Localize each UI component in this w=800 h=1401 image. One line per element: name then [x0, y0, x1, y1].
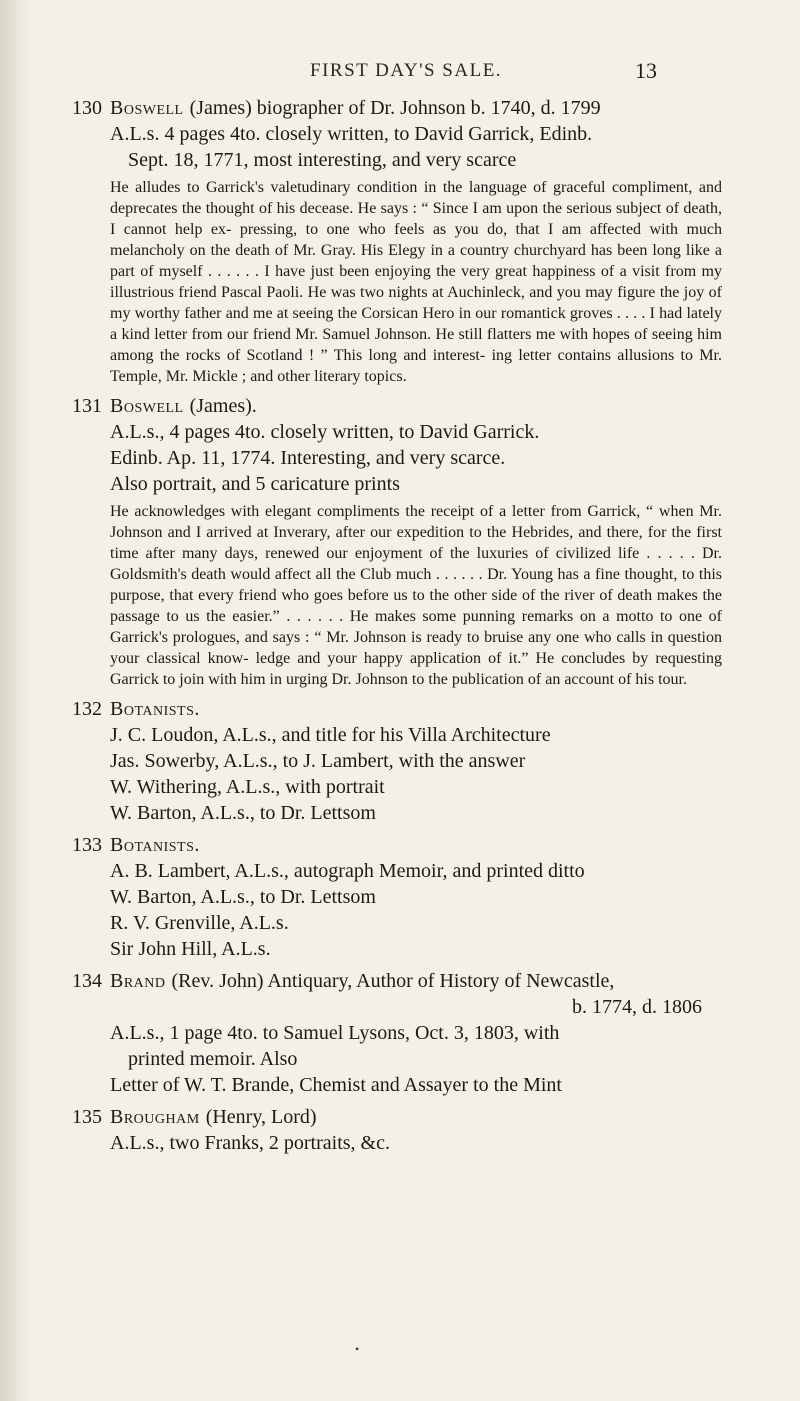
page-header [0, 60, 800, 94]
lot-line: b. 1774, d. 1806 [572, 996, 702, 1018]
lot-line: A. B. Lambert, A.L.s., autograph Memoir, and printed ditto [110, 860, 585, 882]
lot-line: Sir John Hill, A.L.s. [110, 938, 271, 960]
lot-entry [72, 696, 722, 826]
lot-line: W. Barton, A.L.s., to Dr. Lettsom [110, 802, 376, 824]
lot-author: Boswell [110, 395, 184, 417]
lot-line: Also portrait, and 5 caricature prints [110, 473, 400, 495]
lot-line: A.L.s., 4 pages 4to. closely written, to David Garrick. [110, 421, 540, 443]
lot-line: Edinb. Ap. 11, 1774. Interesting, and very scarce. [110, 447, 506, 469]
lot-line: (Rev. John) Antiquary, Author of History of Newcastle, [171, 970, 615, 992]
lot-line: Jas. Sowerby, A.L.s., to J. Lambert, with the answer [110, 750, 526, 772]
lot-heading [72, 1104, 722, 1130]
lot-line: A.L.s., two Franks, 2 portraits, &c. [110, 1132, 390, 1154]
lot-entry [72, 393, 722, 690]
lot-note: He alludes to Garrick's valetudinary condition in the language of graceful compliment, and deprecates the thought of his decease. He says : “ Since I am upon the serious subject of death, I cannot help ex- pressing, to one who feels as you do, that I am affected with much melancholy on the death of Mr. Gray. His Elegy in a country churchyard has been long like a part of myself . . . . . . I have just been enjoying the very great happiness of a visit from my illustrious friend Pascal Paoli. He was two nights at Auchinleck, and you may figure the joy of my worthy father and me at seeing the Corsican Hero in our romantick groves . . . . I had lately a kind letter from our friend Mr. Samuel Johnson. He still flatters me with hopes of seeing him among the rocks of Scotland ! ” This long and interest- ing letter contains allusions to Mr. Temple, Mr. Mickle ; and other literary topics. [110, 179, 722, 385]
lot-number: 134 [72, 970, 102, 992]
lot-entry [72, 1104, 722, 1156]
lot-line: W. Barton, A.L.s., to Dr. Lettsom [110, 886, 376, 908]
lot-number: 132 [72, 698, 102, 720]
lot-entry [72, 968, 722, 1098]
page-number: 13 [635, 58, 657, 83]
lot-number: 133 [72, 834, 102, 856]
lot-author: Botanists. [110, 698, 200, 720]
lot-line: Letter of W. T. Brande, Chemist and Assayer to the Mint [110, 1074, 562, 1096]
lot-author: Brand [110, 970, 166, 992]
lot-number: 131 [72, 395, 102, 417]
lot-heading [72, 832, 722, 858]
lot-entry [72, 95, 722, 387]
lot-line: printed memoir. Also [128, 1048, 298, 1070]
running-head: FIRST DAY'S SALE. [310, 60, 503, 81]
lot-author: Brougham [110, 1106, 200, 1128]
lot-line: A.L.s. 4 pages 4to. closely written, to David Garrick, Edinb. [110, 123, 593, 145]
lot-line: Sept. 18, 1771, most interesting, and very scarce [128, 149, 517, 171]
page-gutter-shadow [0, 0, 34, 1401]
lot-heading [72, 696, 722, 722]
lot-line: J. C. Loudon, A.L.s., and title for his Villa Architecture [110, 724, 551, 746]
lot-entry [72, 832, 722, 962]
lot-number: 135 [72, 1106, 102, 1128]
lot-note: He acknowledges with elegant compliments the receipt of a letter from Garrick, “ when Mr. Johnson and I arrived at Inverary, after our expedition to the Hebrides, and there, for the first time after many days, renewed our enjoyment of the luxuries of civilized life . . . . . Dr. Goldsmith's death would affect all the Club much . . . . . . Dr. Young has a fine thought, to this purpose, that every friend who goes before us to the other side of the river of death makes the passage to us the easier.” . . . . . . He makes some punning remarks on a motto to one of Garrick's prologues, and says : “ Mr. Johnson is ready to bruise any one who calls in question your classical know- ledge and your happy application of it.” He concludes by requesting Garrick to join with him in urging Dr. Johnson to the publication of an account of his tour. [110, 503, 722, 688]
lot-line: (James). [189, 395, 257, 417]
lot-number: 130 [72, 97, 102, 119]
lot-line: (Henry, Lord) [205, 1106, 317, 1128]
lot-line: (James) biographer of Dr. Johnson b. 1740, d. 1799 [189, 97, 601, 119]
lot-heading [72, 95, 722, 121]
lot-author: Boswell [110, 97, 184, 119]
lot-line: A.L.s., 1 page 4to. to Samuel Lysons, Oct. 3, 1803, with [110, 1022, 560, 1044]
lot-list [72, 95, 722, 1162]
footer-mark: • [355, 1342, 360, 1356]
lot-heading [72, 968, 722, 994]
lot-line: W. Withering, A.L.s., with portrait [110, 776, 385, 798]
lot-heading [72, 393, 722, 419]
lot-author: Botanists. [110, 834, 200, 856]
lot-line: R. V. Grenville, A.L.s. [110, 912, 289, 934]
